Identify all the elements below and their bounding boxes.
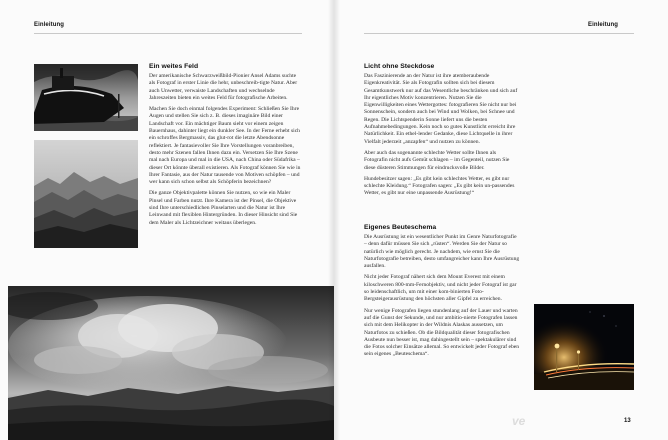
paragraph: Die Ausrüstung ist ein wesentlicher Punkt im Genre Naturfotografie – denn dafür müssen Sie sich „rüsten“. Werden Sie der Natur so natürlich wie möglich gerecht. Je nachdem, wie ernst Sie die Naturfotografie betreiben, desto umfangreicher kann Ihre Ausrüstung ausfallen. — [364, 234, 520, 270]
paragraph: Aber auch das sogenannte schlechte Wetter sollte Ihnen als Fotografin nicht aufs Gemüt schlagen – im Gegenteil, nutzen Sie diese düsteren Stimmungen für eindrucksvolle Bilder. — [364, 149, 510, 171]
section-body-licht-ohne-steckdose — [364, 73, 520, 202]
section-body-eigenes-beuteschema — [364, 234, 520, 363]
photo-night-road — [534, 304, 634, 390]
section-title-licht-ohne-steckdose: Licht ohne Steckdose — [364, 63, 435, 70]
paragraph: Das Faszinierende an der Natur ist ihre atemberaubende Eigenkreativität. Sie als Fotografin sollten sich bei diesem Gesamtkunstwerk nur auf das Wesentliche beschränken und sich auf Ihr eigentliches Motiv konzentrieren. Nutzen Sie die Eigenwilligkeiten eines Wettergottes: fotografieren Sie nicht nur bei Sonnenschein, sondern auch bei Wind und Wolken, bei Schnee und Regen. Die Lichtspenderin Sonne liefert uns die besten Aufnahmebedingungen. Kein noch so gutes Kunstlicht erreicht ihre Natürlichkeit. Ein ethel-lender Gedanke, diese Lichtquelle in ihrer Vielfalt jederzeit „anzapfen“ und nutzen zu können. — [364, 73, 518, 145]
section-body-ein-weites-feld — [149, 73, 301, 231]
photo-ship — [34, 64, 138, 131]
right-page — [334, 0, 668, 440]
running-head-left: Einleitung — [34, 22, 64, 28]
section-title-eigenes-beuteschema: Eigenes Beuteschema — [364, 224, 437, 231]
paragraph: Machen Sie doch einmal folgendes Experiment: Schließen Sie Ihre Augen und stellen Sie sich z. B. dieses imaginäre Bild einer Landschaft vor. Ein mächtiger Baum sieht vor einem zeigen Bauernhaus, dahinter liegt ein dunkler See. In der Ferne erhebt sich ein schroffes Bergmassiv, das glut-rot die letzte Abendsonne reflektiert. Je fantasievoller Sie Ihre Vorstellungen voranbreiben, desto mehr Szenen fallen Ihnen dazu ein. Versetzen Sie Ihre Szene mal nach Europa und mal in die USA, nach China oder Südafrika – dieser Ort könnte überall existieren. Als Fotograf können Sie wie in Ihrer Fantasie, aus der Natur tausende von Motiven schöpfen – und wer kann sich schon selbst als Schöpferin bezeichnen? — [149, 106, 301, 186]
header-rule-left — [34, 33, 302, 34]
paragraph: Der amerikanische Schwarzweißbild-Pionier Ansel Adams suchte als Fotograf in erster Linie die hehr, unbeschreib-tigte Natur. Aber auch Unwetter, verwaiste Landschaften und wechselnde Jahreszeiten bieten ein weites Feld für fotografische Arbeiten. — [149, 73, 298, 101]
watermark: ve — [512, 414, 526, 428]
paragraph: Die ganze Objektivpalette können Sie nutzen, so wie ein Maler Pinsel und Farben nutzt. Ihre Kamera ist der Pinsel, die Objektive sind Ihre unterschiedlichen Pinselarten und die Natur ist Ihre Leinwand mit flexiblen Hintergründen. In dieser Hinsicht sind Sie dem Maler als Lichtzeichner weitaus überlegen. — [149, 190, 298, 226]
paragraph: Nicht jeder Fotograf nähert sich dem Mount Everest mit einem kiloschweren 800-mm-Fernobjektiv, und nicht jeder Fotograf ist gar so leidenschaftlich, um mit einer kom-binierten Foto-Bergsteigerausrüstung den höchsten aller Gipfel zu erreichen. — [364, 274, 517, 303]
running-head-right: Einleitung — [588, 22, 618, 28]
paragraph: Nur wenige Fotografen liegen stundenlang auf der Lauer und warten auf die Gunst der Sekunde, und nur ambitio-nierte Fotografen lassen sich mit dem Helikopter in der Wildnis Alaskas aussetzen, um Naturfotos zu schießen. Ob die Bildqualität dieser fotografischen Ausbeute nun besser ist, mag dahingestellt sein – spektakulärer sind die Fotos solcher Einsätze allemal. So entwickelt jeder Fotograf eben sein eigenes „Beuteschema“. — [364, 307, 520, 358]
header-rule-right — [364, 33, 634, 34]
section-title-ein-weites-feld: Ein weites Feld — [149, 63, 199, 70]
photo-mountains — [34, 140, 138, 248]
book-gutter — [328, 0, 340, 440]
page-number: 13 — [624, 418, 631, 424]
photo-cloud-landscape — [8, 286, 334, 440]
paragraph: Hundebesitzer sagen: „Es gibt kein schlechtes Wetter, es gibt nur schlechte Kleidung.“ Fotografen sagen: „Es gibt kein un-passendes Wetter, es gibt nur eine unpassende Ausrüstung!“ — [364, 175, 515, 197]
